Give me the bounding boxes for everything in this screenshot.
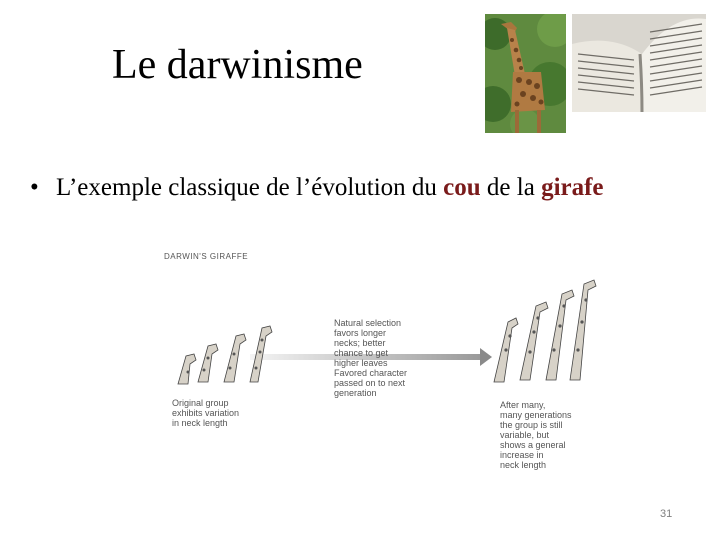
evolved-giraffe-group <box>494 280 596 382</box>
book-photo <box>572 14 706 112</box>
figure-heading: DARWIN'S GIRAFFE <box>164 252 249 261</box>
slide-number: 31 <box>660 508 673 520</box>
bullet-highlight-girafe: girafe <box>541 174 604 201</box>
figure-caption-selection: Natural selection favors longer necks; better chance to get higher leaves Favored character passed on to next generation <box>334 318 408 398</box>
bullet-text-middle: de la <box>480 174 542 201</box>
slide-title: Le darwinisme <box>112 42 363 88</box>
bullet-text-start: L’exemple classique de l’évolution du <box>56 174 444 201</box>
darwin-giraffe-figure <box>160 240 620 480</box>
original-giraffe-group <box>178 326 272 384</box>
figure-caption-result: After many, many generations the group is still variable, but shows a general increase in neck length <box>500 400 572 470</box>
giraffe-photo <box>485 14 566 133</box>
figure-arrowhead <box>480 348 492 366</box>
bullet-item <box>30 174 604 202</box>
figure-caption-original: Original group exhibits variation in neck length <box>172 398 240 428</box>
bullet-dot-icon: • <box>30 174 39 201</box>
bullet-highlight-cou: cou <box>443 174 481 201</box>
